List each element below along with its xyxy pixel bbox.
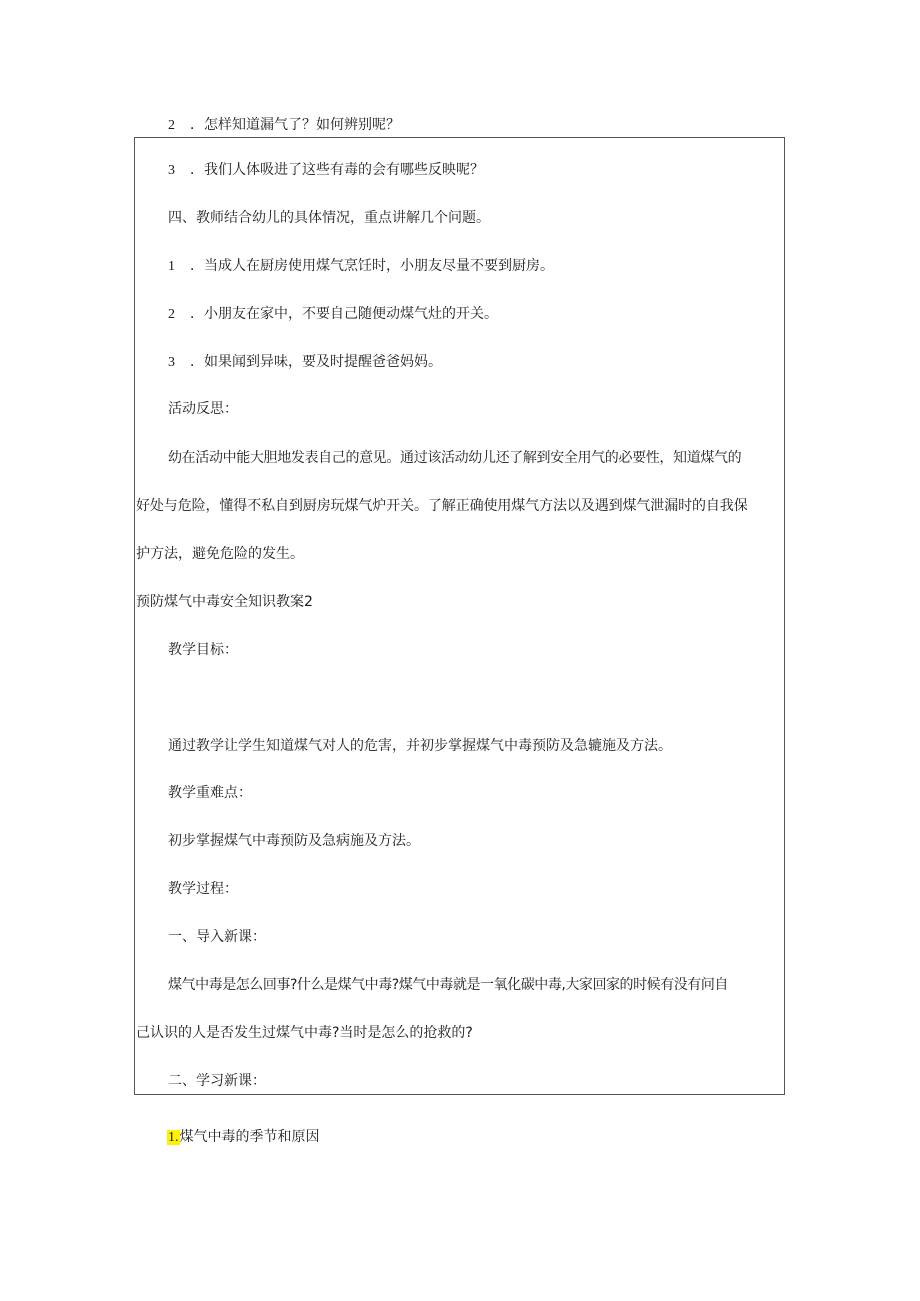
paragraph-line: 初步掌握煤气中毒预防及急病施及方法。 — [168, 833, 420, 849]
section-heading: 一、导入新课： — [168, 929, 266, 945]
item-number: 1 — [168, 259, 175, 274]
document-subtitle: 预防煤气中毒安全知识教案2 — [136, 594, 313, 610]
paragraph-line: 己认识的人是否发生过煤气中毒?当时是怎么的抢救的? — [136, 1025, 473, 1041]
item-text: ．我们人体吸进了这些有毒的会有哪些反映呢？ — [190, 162, 484, 178]
item-text: 煤气中毒的季节和原因 — [179, 1129, 320, 1145]
section-heading: 教学重难点： — [168, 785, 252, 801]
list-item — [168, 115, 400, 135]
section-heading: 教学过程： — [168, 881, 238, 897]
paragraph-line: 通过教学让学生知道煤气对人的危害，并初步掌握煤气中毒预防及急辘施及方法。 — [168, 738, 672, 754]
item-number: 2 — [168, 307, 175, 322]
item-text: ．怎样知道漏气了？如何辨别呢？ — [190, 117, 400, 133]
section-heading: 四、教师结合幼儿的具体情况，重点讲解几个问题。 — [168, 210, 490, 226]
paragraph-line: 煤气中毒是怎么回事?什么是煤气中毒?煤气中毒就是一氧化碳中毒,大家回家的时候有没有问自 — [168, 977, 728, 993]
item-text: ．小朋友在家中，不要自己随便动煤气灶的开关。 — [190, 306, 498, 322]
list-item — [168, 352, 442, 372]
paragraph-line: 好处与危险，懂得不私自到厨房玩煤气炉开关。了解正确使用煤气方法以及遇到煤气泄漏时的自我保 — [136, 498, 748, 514]
section-heading: 活动反思： — [168, 401, 238, 417]
list-item — [167, 1127, 320, 1147]
list-item — [168, 304, 498, 324]
list-item — [168, 256, 554, 276]
section-heading: 二、学习新课： — [168, 1073, 266, 1089]
item-text: ．如果闻到异味，要及时提醒爸爸妈妈。 — [190, 354, 442, 370]
bordered-text-frame — [134, 137, 785, 1095]
paragraph-line: 护方法，避免危险的发生。 — [136, 546, 304, 562]
item-number: 3 — [168, 163, 175, 178]
paragraph-line: 幼在活动中能大胆地发表自己的意见。通过该活动幼儿还了解到安全用气的必要性，知道煤气的 — [168, 450, 742, 466]
item-text: ．当成人在厨房使用煤气烹饪时，小朋友尽量不要到厨房。 — [190, 258, 554, 274]
list-item — [168, 160, 484, 180]
item-number: 3 — [168, 355, 175, 370]
section-heading: 教学目标： — [168, 642, 238, 658]
highlighted-number: 1. — [168, 1130, 179, 1145]
item-number: 2 — [168, 118, 175, 133]
